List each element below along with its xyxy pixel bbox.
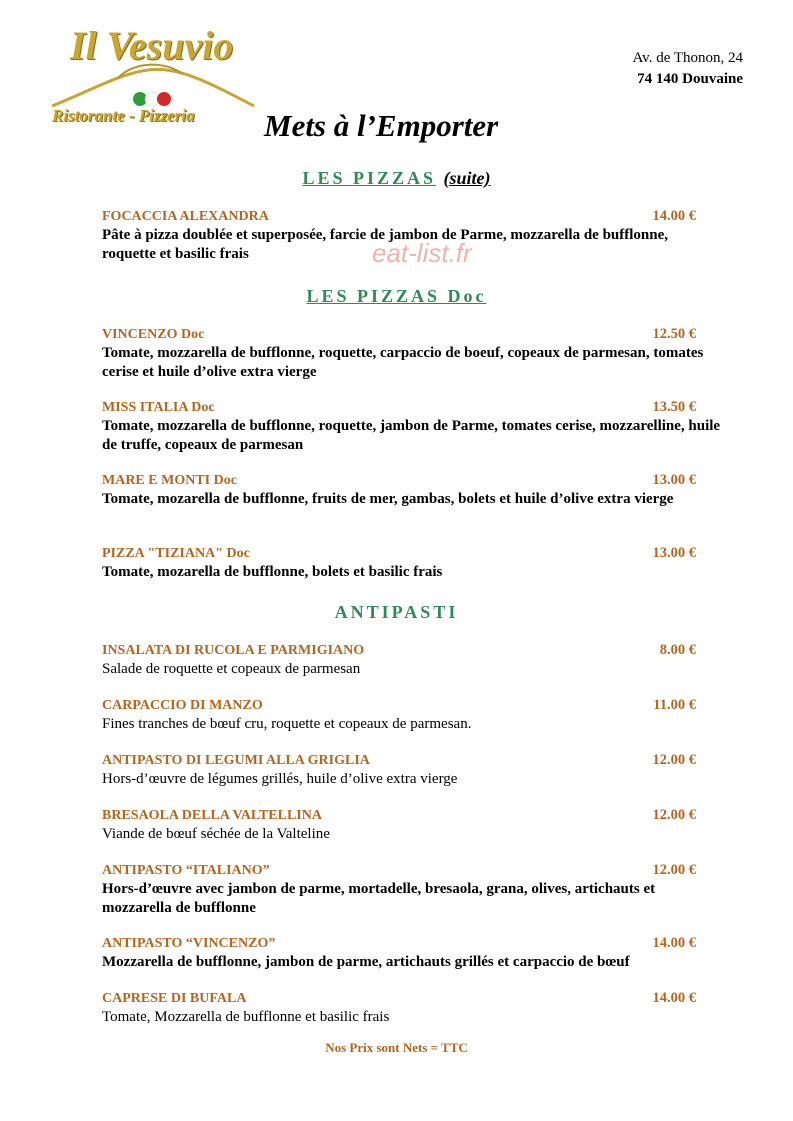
item-description: Tomate, mozzarella de bufflonne, roquette, jambon de Parme, tomates cerise, mozzarelline, huile de truffe, copeaux de parmesan	[102, 418, 721, 453]
menu-item	[102, 399, 722, 455]
item-name: FOCACCIA ALEXANDRA	[102, 209, 269, 224]
section-heading-text: LES PIZZAS Doc	[306, 286, 487, 306]
item-name: PIZZA "TIZIANA" Doc	[102, 546, 250, 561]
item-description: Hors-d’œuvre de légumes grillés, huile d’olive extra vierge	[102, 771, 458, 787]
item-description: Tomate, mozarella de bufflonne, bolets et basilic frais	[102, 564, 443, 580]
menu-item	[102, 862, 722, 918]
menu-item	[102, 697, 722, 734]
address-street: Av. de Thonon, 24	[632, 50, 743, 66]
item-description: Mozzarella de bufflonne, jambon de parme, artichauts grillés et carpaccio de bœuf	[102, 954, 630, 970]
item-name: BRESAOLA DELLA VALTELLINA	[102, 808, 322, 823]
item-description: Hors-d’œuvre avec jambon de parme, mortadelle, bresaola, grana, olives, artichauts et mozzarella de bufflonne	[102, 881, 656, 916]
item-description: Tomate, mozzarella de bufflonne, roquette, carpaccio de boeuf, copeaux de parmesan, tomates cerise et huile d’olive extra vierge	[102, 345, 704, 380]
item-name: ANTIPASTO DI LEGUMI ALLA GRIGLIA	[102, 753, 370, 768]
item-name: ANTIPASTO “ITALIANO”	[102, 863, 270, 878]
menu-item	[102, 472, 722, 509]
item-price: 13.00 €	[652, 472, 696, 488]
item-name: CARPACCIO DI MANZO	[102, 698, 263, 713]
menu-item	[102, 545, 722, 582]
section-heading-antipasti	[0, 602, 793, 623]
item-description: Pâte à pizza doublée et superposée, farcie de jambon de Parme, mozzarella de bufflonne, roquette et basilic frais	[102, 227, 669, 262]
section-heading-pizzas-doc	[0, 286, 793, 307]
item-description: Tomate, Mozzarella de bufflonne et basilic frais	[102, 1009, 390, 1025]
item-name: INSALATA DI RUCOLA E PARMIGIANO	[102, 643, 365, 658]
item-description: Viande de bœuf séchée de la Valteline	[102, 826, 330, 842]
item-price: 8.00 €	[659, 642, 696, 658]
watermark: eat-list.fr	[372, 238, 472, 268]
menu-item	[102, 935, 722, 972]
item-price: 12.00 €	[652, 862, 696, 878]
section-heading-text: ANTIPASTI	[334, 602, 459, 622]
item-description: Fines tranches de bœuf cru, roquette et copeaux de parmesan.	[102, 716, 472, 732]
menu-item	[102, 807, 722, 844]
item-description: Salade de roquette et copeaux de parmesan	[102, 661, 361, 677]
item-name: MISS ITALIA Doc	[102, 400, 215, 415]
item-price: 12.00 €	[652, 752, 696, 768]
item-name: MARE E MONTI Doc	[102, 473, 237, 488]
item-description: Tomate, mozarella de bufflonne, fruits de mer, gambas, bolets et huile d’olive extra vierge	[102, 491, 674, 507]
page-title: Mets à l’Emporter	[264, 108, 499, 143]
section-heading-pizzas-suite	[0, 168, 793, 189]
logo-subtitle: Ristorante - Pizzeria	[52, 106, 195, 125]
menu-item	[102, 752, 722, 789]
price-note: Nos Prix sont Nets = TTC	[325, 1040, 468, 1055]
menu-item	[102, 990, 722, 1027]
restaurant-logo	[48, 22, 258, 132]
logo-title: Il Vesuvio	[70, 23, 234, 68]
menu-item	[102, 642, 722, 679]
item-price: 12.50 €	[652, 326, 696, 342]
item-price: 14.00 €	[652, 935, 696, 951]
item-price: 14.00 €	[652, 990, 696, 1006]
address-city: 74 140 Douvaine	[637, 71, 743, 87]
item-name: VINCENZO Doc	[102, 327, 205, 342]
item-price: 11.00 €	[653, 697, 696, 713]
item-name: ANTIPASTO “VINCENZO”	[102, 936, 276, 951]
item-price: 14.00 €	[652, 208, 696, 224]
menu-item	[102, 326, 722, 382]
item-price: 13.00 €	[652, 545, 696, 561]
item-price: 12.00 €	[652, 807, 696, 823]
item-price: 13.50 €	[652, 399, 696, 415]
section-heading-text: LES PIZZAS	[302, 168, 437, 188]
address-block	[632, 48, 743, 90]
item-name: CAPRESE DI BUFALA	[102, 991, 247, 1006]
section-heading-suffix: (suite)	[443, 168, 491, 188]
